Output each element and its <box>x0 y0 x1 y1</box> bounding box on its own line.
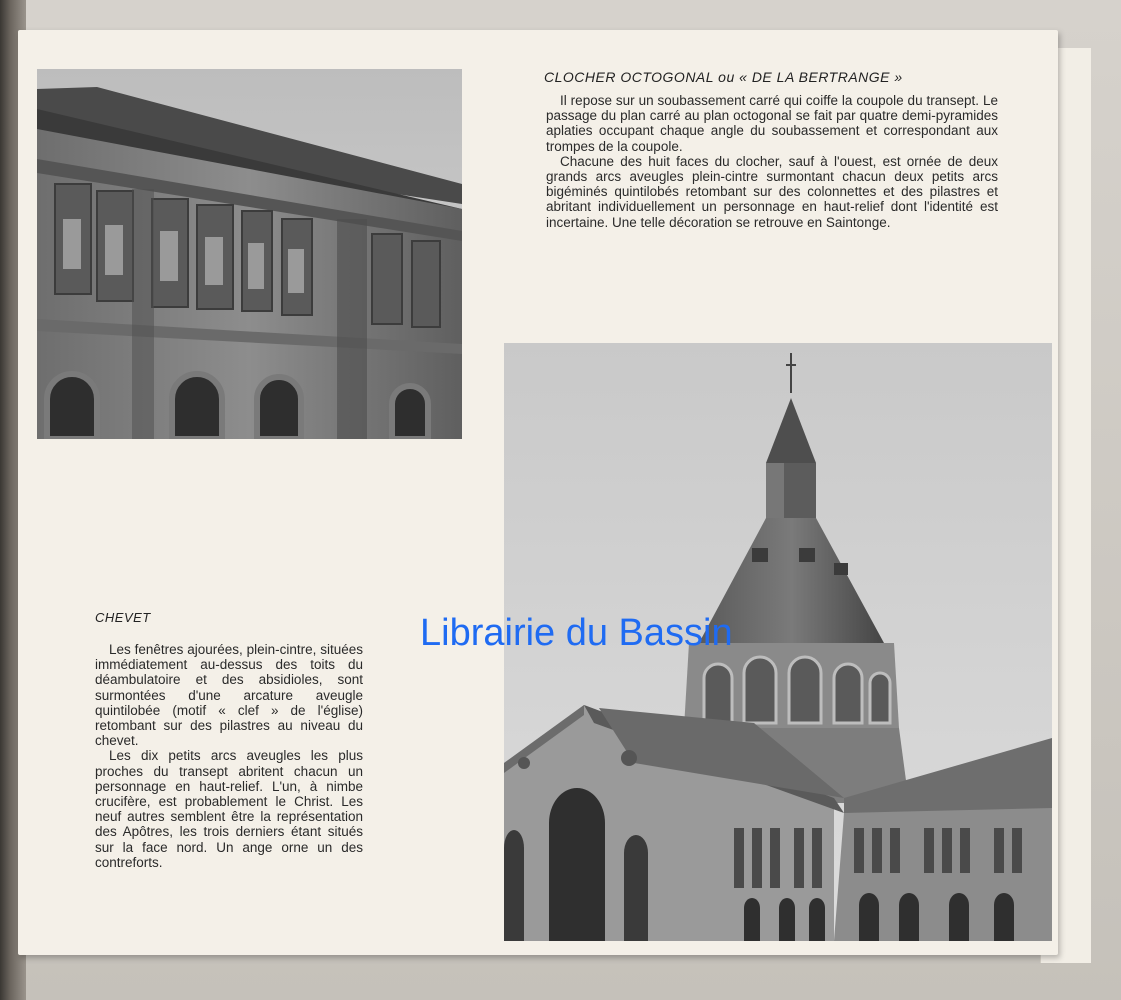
chevet-facade-photo <box>37 69 462 439</box>
chevet-paragraph: Les dix petits arcs aveugles les plus proches du transept abritent chacun un personnage en haut-relief. L'un, à nimbe crucifère, est probablement le Christ. Les neuf autres semblent être la représentation des Apôtres, les trois derniers étant situés sur la face nord. Un ange orne un des contreforts. <box>95 748 363 870</box>
clocher-title: CLOCHER OCTOGONAL ou « DE LA BERTRANGE » <box>544 69 903 85</box>
book-page <box>18 30 1058 955</box>
chevet-text <box>95 642 363 870</box>
chevet-title: CHEVET <box>95 610 151 625</box>
clocher-text <box>546 93 998 230</box>
clocher-paragraph: Il repose sur un soubassement carré qui coiffe la coupole du transept. Le passage du plan carré au plan octogonal se fait par quatre demi-pyramides aplaties occupant chaque angle du soubassement et correspondant aux trompes de la coupole. <box>546 93 998 154</box>
clocher-paragraph: Chacune des huit faces du clocher, sauf à l'ouest, est ornée de deux grands arcs aveugles plein-cintre surmontant chacun deux petits arcs bigéminés quintilobés retombant sur des colonnettes et des pilastres et abritant individuellement un personnage en haut-relief dont l'identité est incertaine. Une telle décoration se retrouve en Saintonge. <box>546 153 998 230</box>
chevet-paragraph: Les fenêtres ajourées, plein-cintre, situées immédiatement au-dessus des toits du déambulatoire et des absidioles, sont surmontées d'une arcature aveugle quintilobée (motif « clef » de l'église) retombant sur des pilastres au niveau du chevet. <box>95 642 363 749</box>
watermark: Librairie du Bassin <box>420 612 733 654</box>
